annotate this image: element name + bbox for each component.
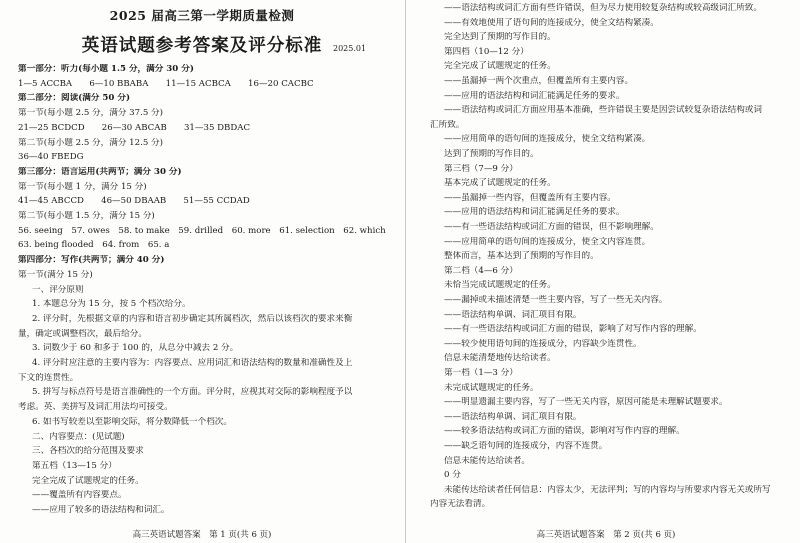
text-line: 未恰当完成试题规定的任务。	[444, 280, 556, 291]
page-2	[412, 0, 800, 543]
answer-key-title: 英语试题参考答案及评分标准	[81, 36, 323, 56]
text-line: 第三档（7—9 分）	[444, 163, 518, 174]
text-line: 考虑。英、美拼写及词汇用法均可接受。	[18, 402, 173, 413]
text-line: ——应用了较多的语法结构和词汇。	[32, 505, 170, 515]
text-line: 整体而言，基本达到了预期的写作目的。	[444, 251, 599, 262]
text-line: 5. 拼写与标点符号是语言准确性的一个方面。评分时，应视其对交际的影响程度予以	[32, 387, 353, 398]
text-line: ——较多语法结构或词汇方面的错误，影响对写作内容的理解。	[444, 426, 685, 437]
text-line: ——虽漏掉一些内容，但覆盖所有主要内容。	[444, 192, 616, 203]
text-line: 1—5 ACCBA 6—10 BBABA 11—15 ACBCA 16—20 CACBC	[18, 78, 314, 89]
text-line: 第二节(每小题 2.5 分，满分 12.5 分)	[18, 137, 163, 148]
text-line: 1. 本题总分为 15 分，按 5 个档次给分。	[32, 299, 191, 310]
text-line: ——语法结构单调、词汇项目有限。	[444, 411, 582, 422]
text-line: ——应用的语法结构和词汇能满足任务的要求。	[444, 90, 625, 101]
text-line: ——应用的语法结构和词汇能满足任务的要求。	[444, 207, 625, 218]
text-line: ——有一些语法结构或词汇方面的错误，影响了对写作内容的理解。	[444, 324, 702, 335]
text-line: ——语法结构单调、词汇项目有限。	[444, 309, 582, 320]
text-line: 6. 如书写较差以至影响交际，将分数降低一个档次。	[32, 416, 232, 427]
text-line: 第四档（10—12 分）	[444, 46, 529, 57]
text-line: 第一节(每小题 1 分，满分 15 分)	[18, 181, 147, 192]
text-line: ——漏掉或未描述清楚一些主要内容，写了一些无关内容。	[444, 295, 668, 305]
text-line: 第二档（4—6 分）	[444, 265, 518, 276]
page-2-footer: 高三英语试题答案 第 2 页(共 6 页)	[536, 530, 676, 540]
text-line: 第一节(每小题 2.5 分，满分 37.5 分)	[18, 108, 163, 119]
text-line: 下文的连贯性。	[18, 372, 79, 383]
text-line: 完全完成了试题规定的任务。	[32, 475, 144, 486]
text-line: 内容无法看清。	[430, 499, 491, 510]
text-line: 41—45 ABCCD 46—50 DBAAB 51—55 CCDAD	[18, 196, 250, 207]
text-line: 一、评分原则	[32, 284, 84, 295]
text-line: 第三部分：语言运用(共两节；满分 30 分)	[18, 166, 182, 177]
text-line: 21—25 BCDCD 26—30 ABCAB 31—35 DBDAC	[18, 122, 251, 133]
text-line: 基本完成了试题规定的任务。	[444, 178, 556, 189]
text-line: ——应用简单的语句间的连接成分，使全文结构紧凑。	[444, 134, 651, 145]
text-line: 第四部分：写作(共两节；满分 40 分)	[18, 255, 165, 266]
text-line: ——应用简单的语句间的连接成分，使全文内容连贯。	[444, 236, 651, 247]
text-line: 36—40 FBEDG	[18, 152, 84, 163]
text-line: 0 分	[444, 470, 461, 481]
text-line: 三、各档次的给分范围及要求	[32, 446, 144, 457]
text-line: ——语法结构或词汇方面应用基本准确，些许错误主要是因尝试较复杂语法结构或词	[444, 105, 762, 116]
text-line: 未能传达给读者任何信息：内容太少，无法评判；写的内容均与所要求内容无关或所写	[444, 484, 771, 495]
text-line: 达到了预期的写作目的。	[444, 149, 539, 159]
text-line: 汇所致。	[430, 119, 465, 130]
text-line: ——较少使用语句间的连接成分，内容缺少连贯性。	[444, 338, 642, 349]
text-line: 信息未能清楚地传达给读者。	[444, 353, 556, 364]
page-divider	[405, 0, 406, 543]
text-line: ——覆盖所有内容要点。	[32, 490, 127, 501]
text-line: 3. 词数少于 60 和多于 100 的，从总分中减去 2 分。	[32, 343, 239, 354]
text-line: 63. being flooded 64. from 65. a	[18, 240, 170, 251]
text-line: 2. 评分时，先根据文章的内容和语言初步确定其所属档次，然后以该档次的要求来衡	[32, 313, 353, 324]
text-line: ——有效地使用了语句间的连接成分，使全文结构紧凑。	[444, 17, 659, 28]
text-line: 第二部分：阅读(满分 50 分)	[18, 93, 131, 104]
text-line: ——语法结构或词汇方面有些许错误，但为尽力使用较复杂结构或较高级词汇所致。	[444, 3, 762, 13]
text-line: 完全完成了试题规定的任务。	[444, 61, 556, 72]
text-line: 信息未能传达给读者。	[444, 455, 530, 466]
text-line: 量，确定或调整档次，最后给分。	[18, 328, 147, 339]
text-line: 未完成试题规定的任务。	[444, 382, 539, 393]
text-line: 第一档（1—3 分）	[444, 368, 518, 378]
text-line: ——有一些语法结构或词汇方面的错误，但不影响理解。	[444, 222, 659, 232]
exam-date: 2025.01	[333, 44, 367, 53]
text-line: 第五档（13—15 分）	[32, 460, 117, 471]
text-line: 第一节(满分 15 分)	[18, 269, 93, 280]
text-line: ——虽漏掉一两个次重点，但覆盖所有主要内容。	[444, 76, 634, 86]
exam-title: 2025 届高三第一学期质量检测	[109, 8, 295, 23]
text-line: 二、内容要点：(见试题)	[32, 431, 125, 442]
text-line: 第一部分：听力(每小题 1.5 分，满分 30 分)	[18, 64, 194, 74]
text-line: 第二节(每小题 1.5 分，满分 15 分)	[18, 211, 155, 221]
text-line: ——缺乏语句间的连接成分，内容不连贯。	[444, 441, 608, 451]
page-1-footer: 高三英语试题答案 第 1 页(共 6 页)	[132, 530, 272, 540]
text-line: 56. seeing 57. owes 58. to make 59. drilled 60. more 61. selection 62. which	[18, 225, 386, 236]
text-line: 完全达到了预期的写作目的。	[444, 32, 556, 43]
text-line: ——明显遗漏主要内容，写了一些无关内容，原因可能是未理解试题要求。	[444, 397, 728, 408]
text-line: 4. 评分时应注意的主要内容为：内容要点、应用词汇和语法结构的数量和准确性及上	[32, 358, 353, 368]
